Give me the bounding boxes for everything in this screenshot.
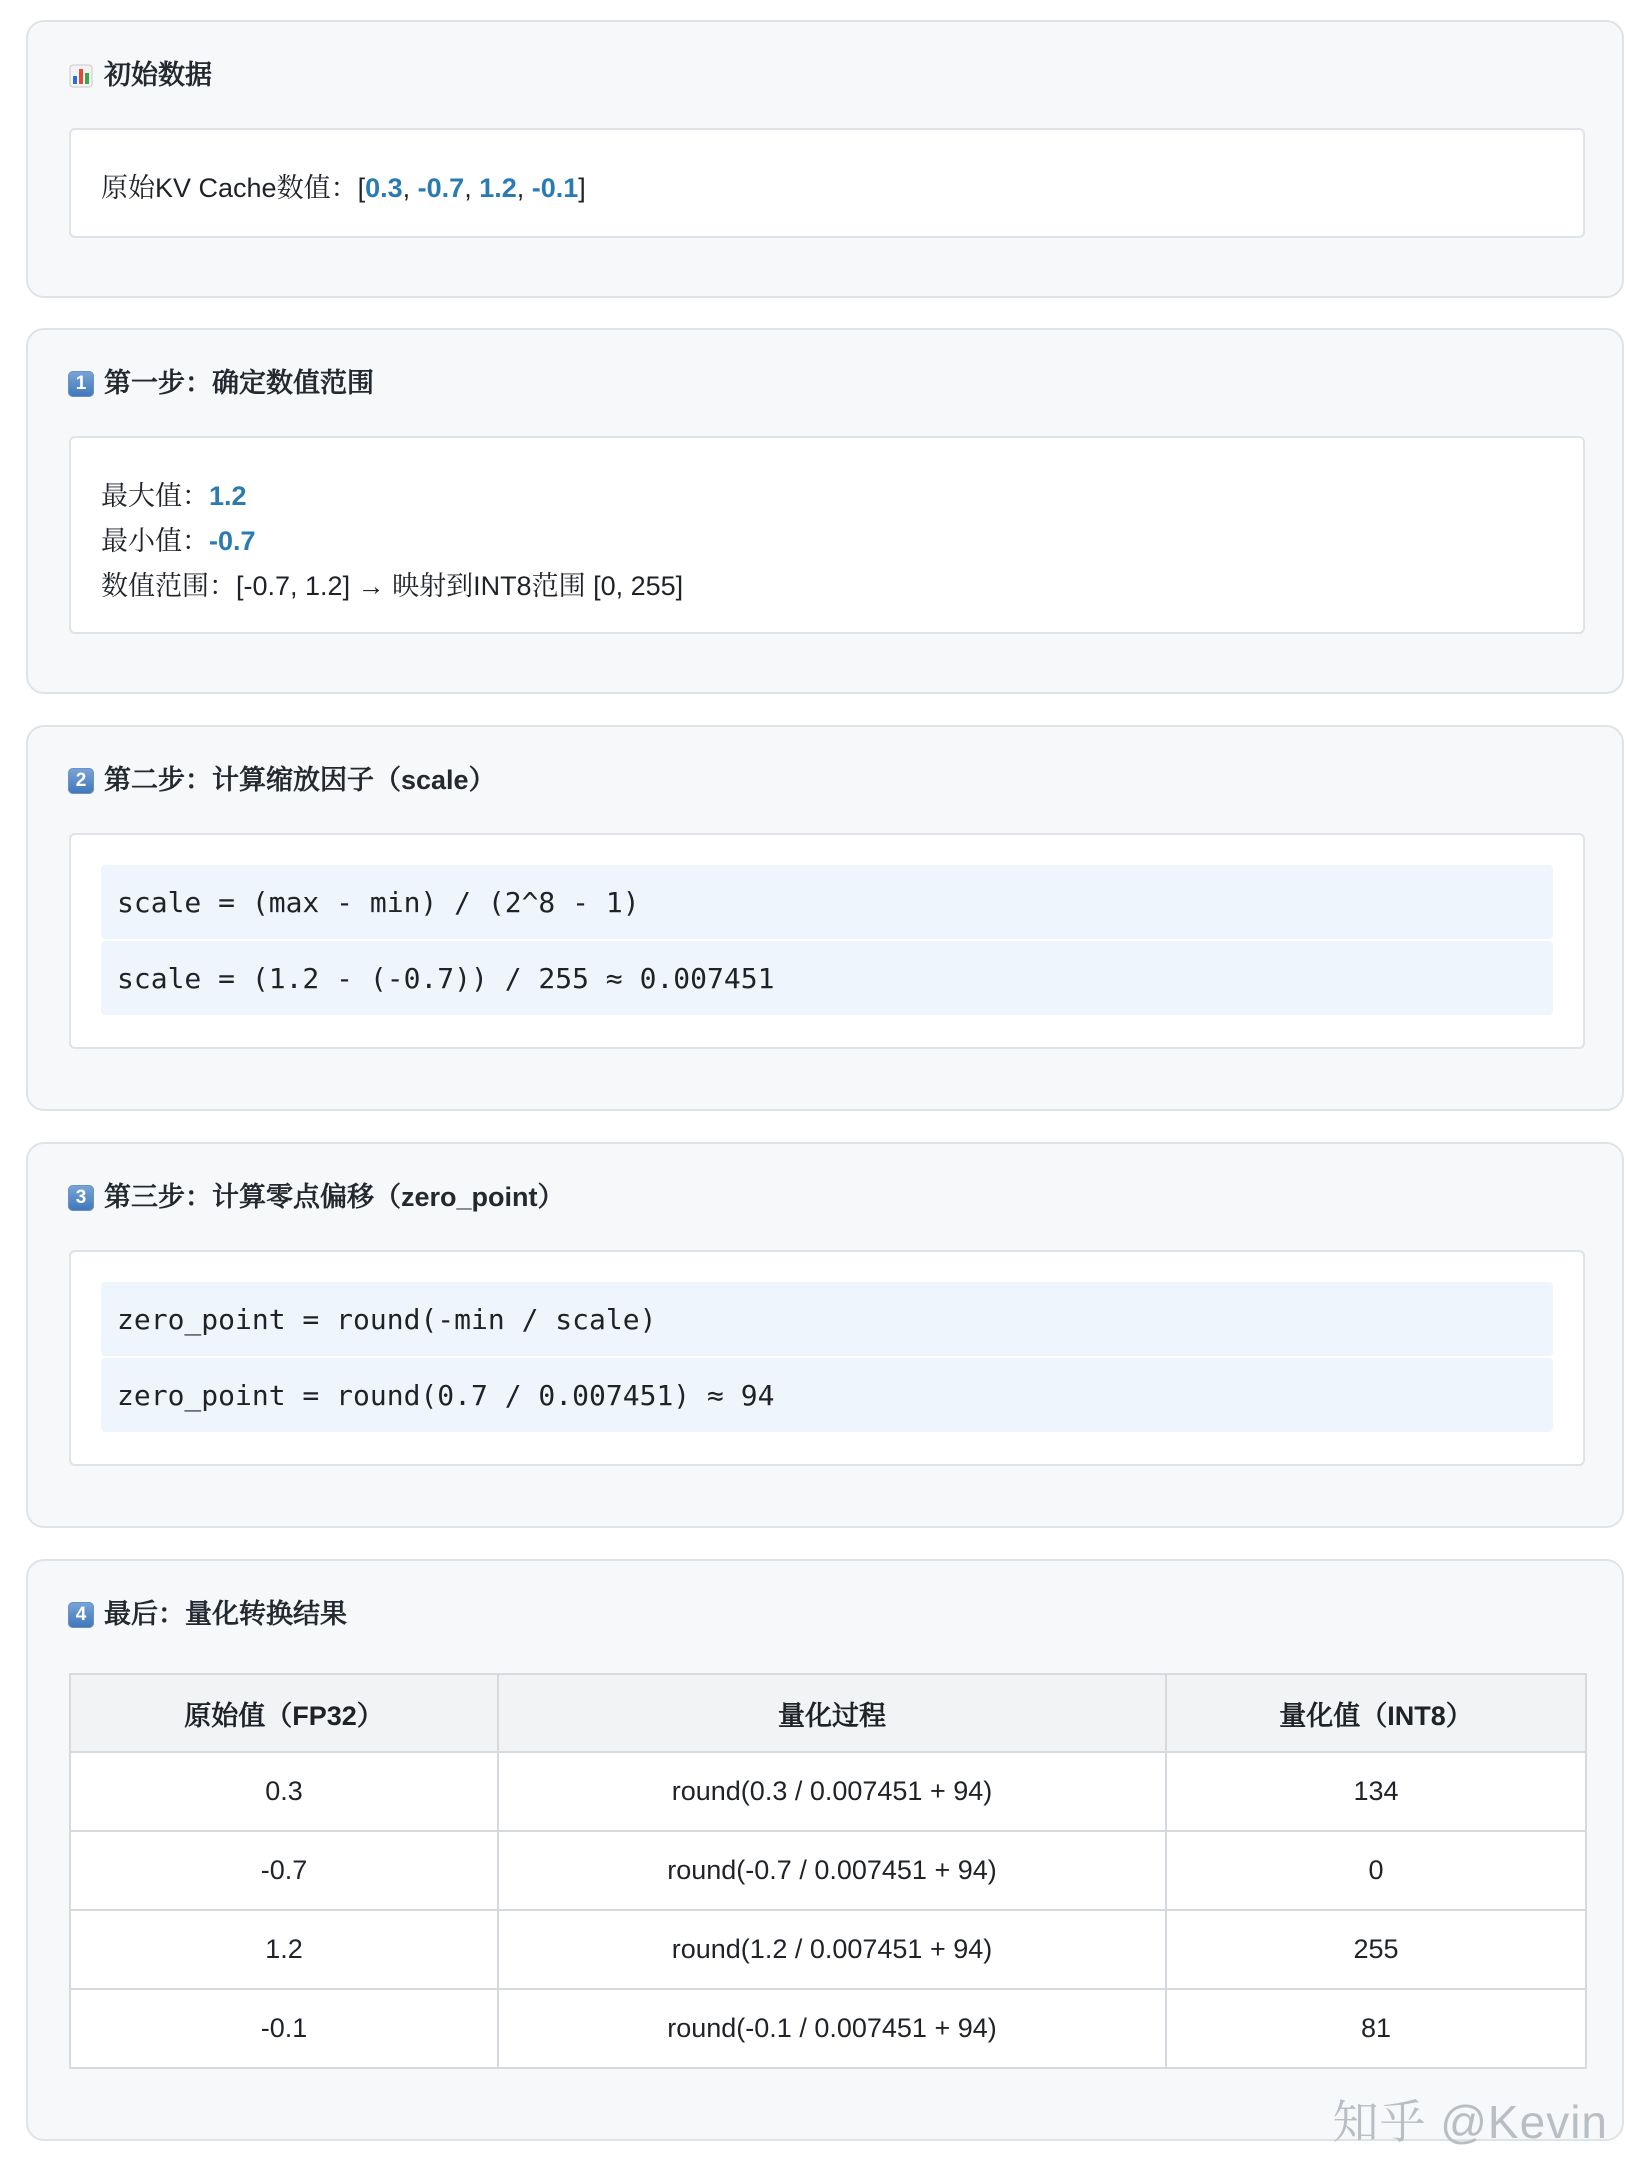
step1-section — [26, 328, 1624, 694]
watermark: 知乎 @Kevin — [1332, 2096, 1608, 2148]
kv-value: 1.2 — [479, 173, 517, 203]
table-row — [70, 1910, 1586, 1989]
kv-cache-values-line: 原始KV Cache数值：[0.3, -0.7, 1.2, -0.1] — [101, 173, 586, 203]
table-row — [70, 1831, 1586, 1910]
max-value-line: 最大值：1.2 — [101, 481, 247, 511]
initial-data-section — [26, 20, 1624, 298]
step4-heading — [68, 1601, 347, 1628]
min-value: -0.7 — [209, 526, 256, 556]
quantized-value-cell: 81 — [1166, 1989, 1586, 2068]
quantization-result-table — [69, 1673, 1587, 2069]
scale-formula: scale = (max - min) / (2^8 - 1) — [101, 865, 1553, 939]
step3-title: 第三步：计算零点偏移（zero_point） — [104, 1182, 565, 1212]
process-cell: round(1.2 / 0.007451 + 94) — [498, 1910, 1166, 1989]
header-quantization-process: 量化过程 — [498, 1674, 1166, 1752]
step3-section — [26, 1142, 1624, 1528]
kv-value: 0.3 — [365, 173, 403, 203]
kv-value: -0.1 — [531, 173, 579, 203]
step1-heading — [68, 370, 374, 397]
zero-point-calculation: zero_point = round(0.7 / 0.007451) ≈ 94 — [101, 1358, 1553, 1432]
step4-section — [26, 1559, 1624, 2141]
table-header-row — [70, 1674, 1586, 1752]
process-cell: round(0.3 / 0.007451 + 94) — [498, 1752, 1166, 1831]
keycap-2-icon: 2 — [68, 768, 94, 794]
keycap-1-icon: 1 — [68, 371, 94, 397]
step4-title: 最后：量化转换结果 — [104, 1599, 347, 1629]
initial-data-box — [69, 128, 1585, 238]
scale-calculation: scale = (1.2 - (-0.7)) / 255 ≈ 0.007451 — [101, 941, 1553, 1015]
quantized-value-cell: 255 — [1166, 1910, 1586, 1989]
header-original-value: 原始值（FP32） — [70, 1674, 498, 1752]
bar-chart-icon — [68, 63, 94, 89]
step3-box — [69, 1250, 1585, 1466]
keycap-4-icon: 4 — [68, 1602, 94, 1628]
initial-data-title: 初始数据 — [104, 60, 212, 90]
step2-section — [26, 725, 1624, 1111]
step2-box — [69, 833, 1585, 1049]
min-value-line: 最小值：-0.7 — [101, 526, 256, 556]
kv-value: -0.7 — [417, 173, 465, 203]
initial-data-heading — [68, 62, 212, 89]
table-row — [70, 1752, 1586, 1831]
step3-heading — [68, 1184, 565, 1211]
step2-title: 第二步：计算缩放因子（scale） — [104, 765, 496, 795]
quantized-value-cell: 0 — [1166, 1831, 1586, 1910]
zero-point-formula: zero_point = round(-min / scale) — [101, 1282, 1553, 1356]
step2-heading — [68, 767, 496, 794]
header-quantized-value: 量化值（INT8） — [1166, 1674, 1586, 1752]
max-value: 1.2 — [209, 481, 247, 511]
quantized-value-cell: 134 — [1166, 1752, 1586, 1831]
original-value-cell: 0.3 — [70, 1752, 498, 1831]
range-line: 数值范围：[-0.7, 1.2] → 映射到INT8范围 [0, 255] — [101, 571, 684, 601]
original-value-cell: -0.1 — [70, 1989, 498, 2068]
original-value-cell: -0.7 — [70, 1831, 498, 1910]
table-row — [70, 1989, 1586, 2068]
step1-box — [69, 436, 1585, 634]
process-cell: round(-0.1 / 0.007451 + 94) — [498, 1989, 1166, 2068]
step1-title: 第一步：确定数值范围 — [104, 368, 374, 398]
kv-cache-label: 原始KV Cache数值： — [101, 173, 358, 203]
original-value-cell: 1.2 — [70, 1910, 498, 1989]
process-cell: round(-0.7 / 0.007451 + 94) — [498, 1831, 1166, 1910]
keycap-3-icon: 3 — [68, 1185, 94, 1211]
